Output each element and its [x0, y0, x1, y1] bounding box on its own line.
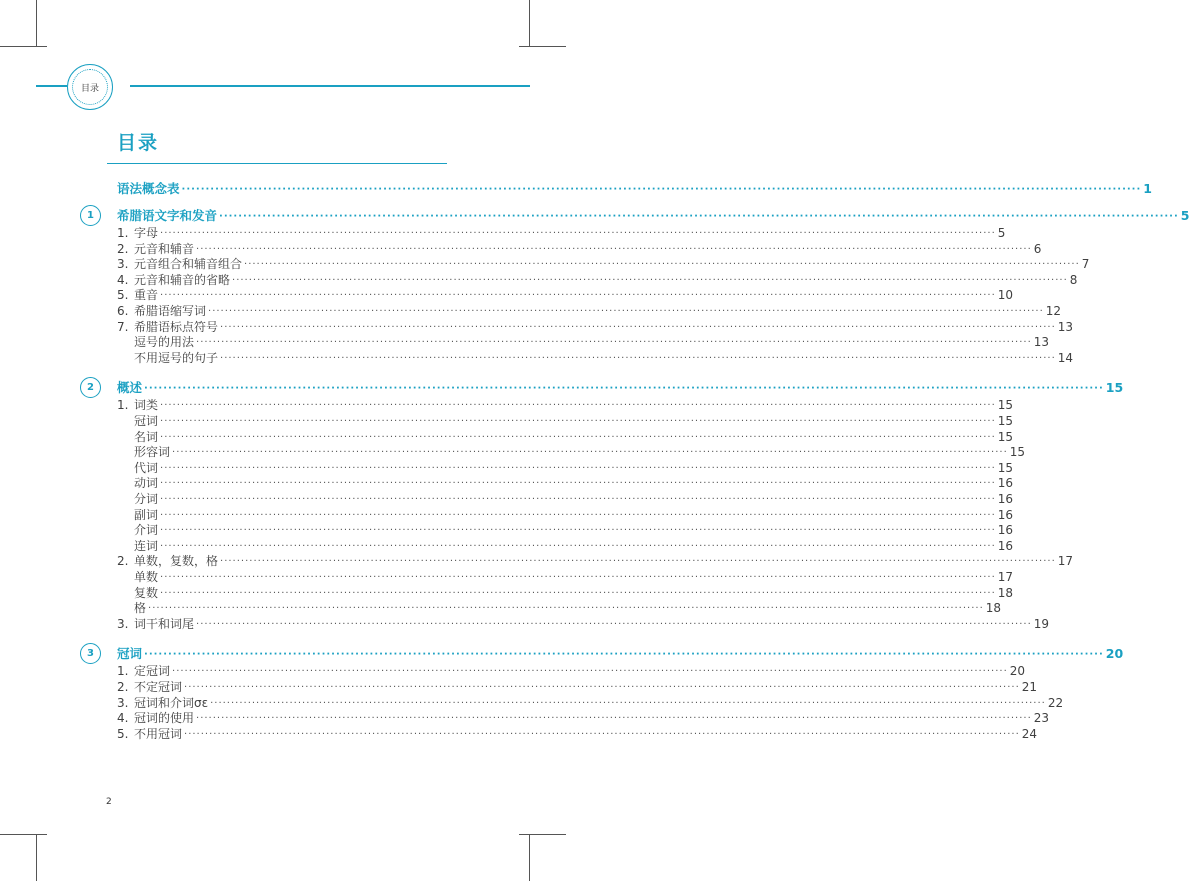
toc-entry-page: 21: [1021, 680, 1038, 694]
crop-mark: [519, 46, 566, 47]
toc-subentry[interactable]: [134, 538, 1014, 554]
toc-entry-number: 1.: [117, 398, 129, 413]
toc-entry-label: 希腊语标点符号: [134, 319, 219, 334]
toc-subentry[interactable]: [134, 522, 1014, 538]
crop-mark: [0, 46, 47, 47]
toc-entry[interactable]: [117, 256, 1090, 272]
chapter-number-badge: 3: [80, 643, 101, 664]
toc-entry-page: 7: [1081, 257, 1090, 272]
toc-entry-label: 词类: [134, 398, 159, 413]
dot-leader: ········································································································································································································: [219, 211, 1179, 222]
toc-entry-label: 形容词: [134, 445, 171, 460]
toc-entry-label: 副词: [134, 507, 159, 522]
dot-leader: ········································································································································································································: [160, 400, 996, 412]
toc-entry-label: 连词: [134, 538, 159, 553]
toc-entry-number: 6.: [117, 304, 129, 318]
toc-entry-number: 2.: [117, 554, 129, 569]
toc-entry-page: 8: [1069, 272, 1078, 287]
toc-entry-number: 4.: [117, 711, 129, 726]
toc-subentry[interactable]: [134, 444, 1026, 460]
toc-entry-label: 名词: [134, 429, 159, 444]
toc-entry-page: 19: [1033, 616, 1050, 631]
toc-entry[interactable]: [117, 710, 1050, 726]
toc-entry-label: 重音: [134, 288, 159, 303]
toc-subentry[interactable]: [134, 491, 1014, 507]
toc-entry-page: 15: [1105, 380, 1124, 396]
dot-leader: ········································································································································································································: [160, 494, 996, 505]
dot-leader: ········································································································································································································: [196, 618, 1032, 630]
toc-entry[interactable]: [117, 287, 1014, 303]
toc-entry-page: 14: [1057, 350, 1074, 365]
toc-entry-label: 介词: [134, 523, 159, 538]
dot-leader: ········································································································································································································: [220, 321, 1056, 333]
crop-mark: [36, 0, 37, 47]
toc-entry-page: 16: [997, 476, 1014, 491]
dot-leader: ········································································································································································································: [160, 416, 996, 427]
toc-entry[interactable]: [117, 225, 1006, 241]
toc-entry-page: 17: [997, 570, 1014, 584]
dot-leader: ········································································································································································································: [184, 728, 1020, 740]
toc-entry[interactable]: [117, 679, 1038, 695]
toc-entry[interactable]: [117, 241, 1042, 257]
toc-entry[interactable]: [117, 397, 1014, 413]
toc-entry-label: 冠词和介词σε: [134, 695, 209, 710]
toc-entry-label: 单数，复数，格: [134, 554, 219, 569]
toc-entry-number: 2.: [117, 680, 129, 694]
toc-entry-number: 5.: [117, 288, 129, 303]
chapter-number-badge: 1: [80, 205, 101, 226]
toc-entry-page: 5: [1180, 208, 1189, 223]
toc-entry-label: 字母: [134, 226, 159, 240]
dot-leader: ········································································································································································································: [232, 274, 1068, 286]
toc-subentry[interactable]: [134, 600, 1002, 616]
toc-entry-number: 1.: [117, 664, 129, 679]
toc-entry-label: 语法概念表: [117, 181, 180, 196]
dot-leader: ········································································································································································································: [160, 431, 996, 443]
toc-entry-page: 20: [1105, 646, 1124, 662]
page-number: 2: [106, 797, 112, 807]
toc-entry-page: 13: [1057, 319, 1074, 334]
toc-entry-page: 13: [1033, 335, 1050, 350]
toc-entry-label: 格: [134, 601, 147, 616]
toc-entry[interactable]: [117, 272, 1078, 288]
dot-leader: ········································································································································································································: [196, 243, 1032, 255]
toc-entry-number: 4.: [117, 272, 129, 287]
toc-entry-label: 冠词: [117, 646, 143, 662]
toc-entry-page: 23: [1033, 711, 1050, 726]
dot-leader: ········································································································································································································: [220, 556, 1056, 568]
toc-entry-label: 冠词: [134, 414, 159, 428]
toc-entry-page: 18: [985, 601, 1002, 616]
dot-leader: ········································································································································································································: [172, 447, 1008, 459]
toc-entry-label: 冠词的使用: [134, 711, 195, 726]
toc-entry-label: 动词: [134, 476, 159, 491]
crop-mark: [519, 834, 566, 835]
toc-subentry[interactable]: [134, 429, 1014, 445]
toc-entry-number: 7.: [117, 319, 129, 334]
toc-entry-page: 5: [997, 226, 1006, 240]
toc-entry-page: 6: [1033, 241, 1042, 256]
section-badge-label: 目录: [80, 83, 99, 94]
dot-leader: ········································································································································································································: [196, 337, 1032, 349]
toc-entry-label: 不用逗号的句子: [134, 350, 219, 365]
section-badge: [67, 64, 113, 110]
dot-leader: ········································································································································································································: [144, 649, 1104, 661]
toc-entry-label: 代词: [134, 460, 159, 475]
toc-chapter-heading[interactable]: [117, 380, 1124, 396]
dot-leader: ········································································································································································································: [184, 682, 1020, 693]
toc-entry-label: 逗号的用法: [134, 335, 195, 350]
toc-entry-label: 希腊语文字和发音: [117, 208, 218, 223]
dot-leader: ········································································································································································································: [172, 666, 1008, 678]
toc-entry-label: 元音和辅音: [134, 241, 195, 256]
dot-leader: ········································································································································································································: [160, 228, 996, 239]
toc-chapter-heading[interactable]: [117, 208, 1189, 224]
crop-mark: [529, 834, 530, 881]
toc-entry-label: 不用冠词: [134, 726, 183, 741]
toc-entry-page: 15: [997, 429, 1014, 444]
title-divider: [107, 163, 447, 164]
toc-entry-label: 不定冠词: [134, 680, 183, 694]
crop-mark: [529, 0, 530, 47]
toc-entry-number: 1.: [117, 226, 129, 240]
toc-entry-number: 2.: [117, 241, 129, 256]
toc-entry-label: 定冠词: [134, 664, 171, 679]
toc-entry-page: 22: [1047, 695, 1064, 710]
toc-entry-page: 15: [997, 414, 1014, 428]
dot-leader: ········································································································································································································: [208, 306, 1044, 317]
toc-entry-page: 15: [997, 398, 1014, 413]
dot-leader: ········································································································································································································: [160, 290, 996, 302]
toc-entry-label: 希腊语缩写词: [134, 304, 207, 318]
toc-subentry[interactable]: [134, 334, 1050, 350]
toc-subentry[interactable]: [134, 585, 1014, 601]
toc-chapter-heading[interactable]: [117, 646, 1124, 662]
dot-leader: ········································································································································································································: [196, 713, 1032, 725]
toc-subentry[interactable]: [134, 350, 1074, 366]
dot-leader: ········································································································································································································: [181, 184, 1142, 195]
dot-leader: ········································································································································································································: [220, 352, 1056, 364]
crop-mark: [36, 834, 37, 881]
toc-entry-label: 分词: [134, 492, 159, 506]
toc-entry-label: 元音和辅音的省略: [134, 272, 231, 287]
toc-entry-label: 元音组合和辅音组合: [134, 257, 243, 272]
toc-entry[interactable]: [117, 695, 1064, 711]
chapter-number-badge: 2: [80, 377, 101, 398]
toc-entry-page: 20: [1009, 664, 1026, 679]
toc-entry-number: 3.: [117, 257, 129, 272]
toc-entry[interactable]: [117, 319, 1074, 335]
dot-leader: ········································································································································································································: [210, 697, 1046, 709]
toc-subentry[interactable]: [134, 460, 1014, 476]
dot-leader: ········································································································································································································: [160, 509, 996, 521]
toc-subentry[interactable]: [134, 413, 1014, 429]
toc-entry-page: 16: [997, 492, 1014, 506]
dot-leader: ········································································································································································································: [160, 572, 996, 583]
toc-entry-page: 12: [1045, 304, 1062, 318]
toc-entry-page: 17: [1057, 554, 1074, 569]
toc-entry-label: 概述: [117, 380, 143, 396]
toc-entry-number: 5.: [117, 726, 129, 741]
header-rule-right: [130, 85, 530, 87]
toc-entry[interactable]: [117, 616, 1050, 632]
dot-leader: ········································································································································································································: [144, 383, 1104, 395]
toc-subentry[interactable]: [134, 569, 1014, 585]
toc-entry[interactable]: [117, 303, 1062, 319]
header-rule-left: [36, 85, 67, 87]
toc-subentry[interactable]: [134, 475, 1014, 491]
toc-front-entry[interactable]: [117, 181, 1152, 197]
dot-leader: ········································································································································································································: [160, 478, 996, 490]
dot-leader: ········································································································································································································: [160, 462, 996, 474]
toc-entry-page: 16: [997, 507, 1014, 522]
toc-entry-page: 16: [997, 538, 1014, 553]
toc-subentry[interactable]: [134, 507, 1014, 523]
dot-leader: ········································································································································································································: [148, 603, 984, 615]
dot-leader: ········································································································································································································: [244, 259, 1080, 271]
toc-entry-page: 18: [997, 585, 1014, 600]
toc-entry-number: 3.: [117, 695, 129, 710]
toc-entry-label: 复数: [134, 585, 159, 600]
toc-entry-page: 15: [997, 460, 1014, 475]
toc-entry-page: 15: [1009, 445, 1026, 460]
toc-entry-label: 词干和词尾: [134, 616, 195, 631]
toc-entry-number: 3.: [117, 616, 129, 631]
toc-entry-page: 16: [997, 523, 1014, 538]
toc-entry-page: 24: [1021, 726, 1038, 741]
toc-entry[interactable]: [117, 553, 1074, 569]
crop-mark: [0, 834, 47, 835]
dot-leader: ········································································································································································································: [160, 587, 996, 599]
toc-entry-page: 1: [1143, 181, 1152, 196]
page-title: 目录: [117, 132, 160, 154]
toc-entry[interactable]: [117, 663, 1026, 679]
toc-entry[interactable]: [117, 726, 1038, 742]
dot-leader: ········································································································································································································: [160, 525, 996, 537]
dot-leader: ········································································································································································································: [160, 540, 996, 552]
toc-entry-page: 10: [997, 288, 1014, 303]
toc-entry-label: 单数: [134, 570, 159, 584]
